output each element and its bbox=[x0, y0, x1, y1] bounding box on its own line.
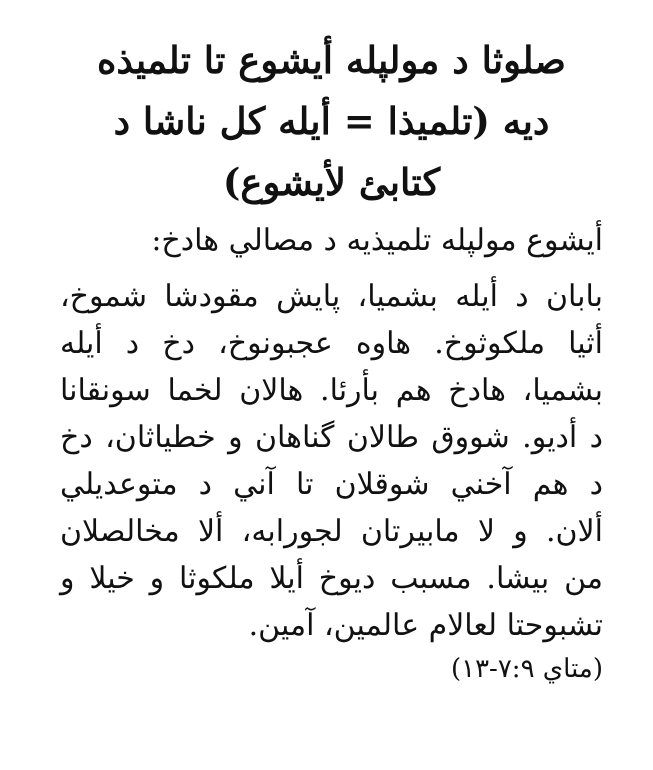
prayer-line: د هم آخني شوقلان تا آني د متوعديلي bbox=[60, 467, 603, 502]
prayer-line: بشميا، هادخ هم بأرئا. هالان لخما سونقانا bbox=[60, 373, 603, 408]
prayer-line: ألان. و لا مابيرتان لجورابه، ألا مخالصلان bbox=[60, 514, 603, 549]
scripture-reference: (متاي ٧:٩-١٣) bbox=[450, 654, 603, 684]
prayer-line: د أديو. شووق طالان گناهان و خطياثان، دخ bbox=[60, 420, 603, 455]
document-title bbox=[60, 30, 603, 213]
prayer-line: أثيا ملكوثوخ. هاوه عجبونوخ، دخ د أيله bbox=[60, 326, 603, 361]
title-line: كتابئ لأيشوع) bbox=[222, 160, 441, 204]
prayer-line: بابان د أيله بشميا، پايش مقودشا شموخ، bbox=[60, 279, 603, 314]
title-line: صلوثا د مولپله أيشوع تا تلميذه bbox=[97, 38, 566, 82]
title-line: ديه (تلميذا = أيله كل ناشا د bbox=[113, 99, 550, 143]
prayer-line: من بيشا. مسبب ديوخ أيلا ملكوثا و خيلا و bbox=[60, 561, 603, 596]
prayer-line: تشبوحتا لعالام عالمين، آمين. bbox=[248, 608, 603, 643]
prayer-text bbox=[60, 273, 603, 649]
intro-line: أيشوع مولپله تلميذيه د مصالي هادخ: bbox=[151, 223, 603, 258]
